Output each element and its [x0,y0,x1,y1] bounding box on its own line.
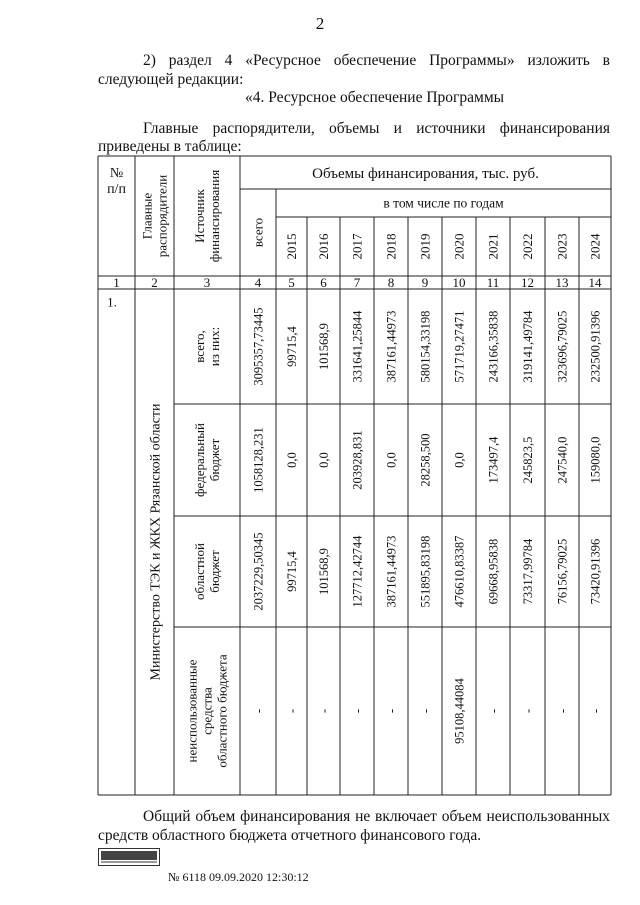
row-total: - [251,708,266,714]
table-intro-line-2: приведены в таблице: [98,138,242,155]
row-year-value: 127712,42744 [350,535,365,608]
row-total: 1058128,231 [251,427,266,493]
row-year-value: 243166,35838 [486,310,501,383]
header-source: Источникфинансирования [192,169,223,263]
column-number: 14 [588,275,602,291]
intro-line-2: следующей редакции: [98,71,244,88]
row-year-value: 69668,95838 [486,538,501,605]
header-year-2015: 2015 [284,233,300,260]
registration-stamp: № 6118 09.09.2020 12:30:12 [168,870,309,884]
header-total: всего [250,217,266,248]
column-number: 5 [288,275,295,291]
header-year-2023: 2023 [554,233,570,260]
column-number: 1 [113,275,120,291]
header-year-2017: 2017 [349,233,365,260]
row-year-value: 476610,83387 [452,535,467,608]
row-year-value: 73317,99784 [520,538,535,605]
row-source: неиспользованныесредстваобластного бюджета [184,654,230,768]
manager-name: Министерство ТЭК и ЖКХ Рязанской области [148,403,164,681]
row-year-value: 323696,79025 [555,310,570,383]
table-intro-line-1: Главные распорядители, объемы и источники финансирования [143,120,610,137]
column-number: 2 [151,275,158,291]
row-year-value: 101568,9 [316,548,331,595]
column-number: 4 [254,275,262,291]
section-heading: «4. Ресурсное обеспечение Программы [245,89,505,106]
row-year-value: 245823,5 [520,436,535,484]
column-number: 13 [555,275,569,291]
column-number: 6 [320,275,327,291]
header-year-2016: 2016 [316,233,332,260]
row-year-value: 99715,4 [284,326,299,367]
header-by-years: в том числе по годам [383,195,504,211]
header-volumes: Объемы финансирования, тыс. руб. [312,165,539,182]
row-year-value: 232500,91396 [588,310,603,383]
row-year-value: 73420,91396 [588,538,603,605]
header-year-2021: 2021 [485,233,501,260]
row-year-value: - [418,708,433,714]
row-year-value: - [316,708,331,714]
row-total: 3095357,73445 [251,307,266,386]
legal-system-logo [98,848,160,871]
row-year-value: - [588,708,603,714]
row-source: областнойбюджет [192,543,223,600]
note-line-2: средств областного бюджета отчетного финансового года. [98,827,482,844]
row-year-value: 0,0 [284,452,299,468]
row-year-value: 247540,0 [555,436,570,484]
column-number: 11 [486,275,500,291]
column-number: 12 [521,275,534,291]
header-year-2018: 2018 [383,233,399,260]
row-year-value: 101568,9 [316,323,331,370]
row-year-value: 331641,25844 [350,310,365,383]
row-source: всего,из них: [192,326,223,367]
row-year-value: 95108,44084 [452,678,467,744]
note-line-1: Общий объем финансирования не включает объем неиспользованных [143,808,610,825]
row-year-value: 0,0 [452,452,467,468]
column-number: 9 [421,275,429,291]
row-year-value: 0,0 [384,452,399,468]
column-number: 3 [203,275,211,291]
row-year-value: 99715,4 [284,551,299,592]
row-year-value: 571719,27471 [452,310,467,383]
row-year-value: 387161,44973 [384,310,399,383]
row-year-value: 173497,4 [486,436,501,484]
header-year-2020: 2020 [451,233,467,260]
page-number: 2 [315,14,325,33]
header-managers: Главныераспорядители [139,174,170,258]
header-number-2: п/п [107,181,126,197]
column-number: 8 [387,275,395,291]
header-year-2022: 2022 [520,233,536,260]
row-year-value: 0,0 [316,452,331,468]
row-year-value: - [350,708,365,714]
row-year-value: - [520,708,535,714]
header-year-2019: 2019 [417,233,433,260]
row-total: 2037229,50345 [251,532,266,611]
row-year-value: 387161,44973 [384,535,399,608]
column-number: 7 [353,275,361,291]
row-year-value: 203928,831 [350,430,365,490]
column-number: 10 [452,275,466,291]
row-year-value: - [384,708,399,714]
intro-line-1: 2) раздел 4 «Ресурсное обеспечение Программы» изложить в [143,52,610,69]
header-number: № [109,165,124,181]
row-year-value: - [555,708,570,714]
header-year-2024: 2024 [587,233,603,260]
row-number: 1. [107,294,117,310]
row-year-value: - [284,708,299,714]
row-year-value: 159080,0 [588,436,603,484]
row-year-value: 76156,79025 [555,538,570,605]
row-year-value: - [486,708,501,714]
row-year-value: 319141,49784 [520,310,535,383]
row-year-value: 580154,33198 [418,310,433,383]
row-year-value: 551895,83198 [418,535,433,608]
row-year-value: 28258,500 [418,433,433,487]
row-source: федеральныйбюджет [192,423,223,497]
